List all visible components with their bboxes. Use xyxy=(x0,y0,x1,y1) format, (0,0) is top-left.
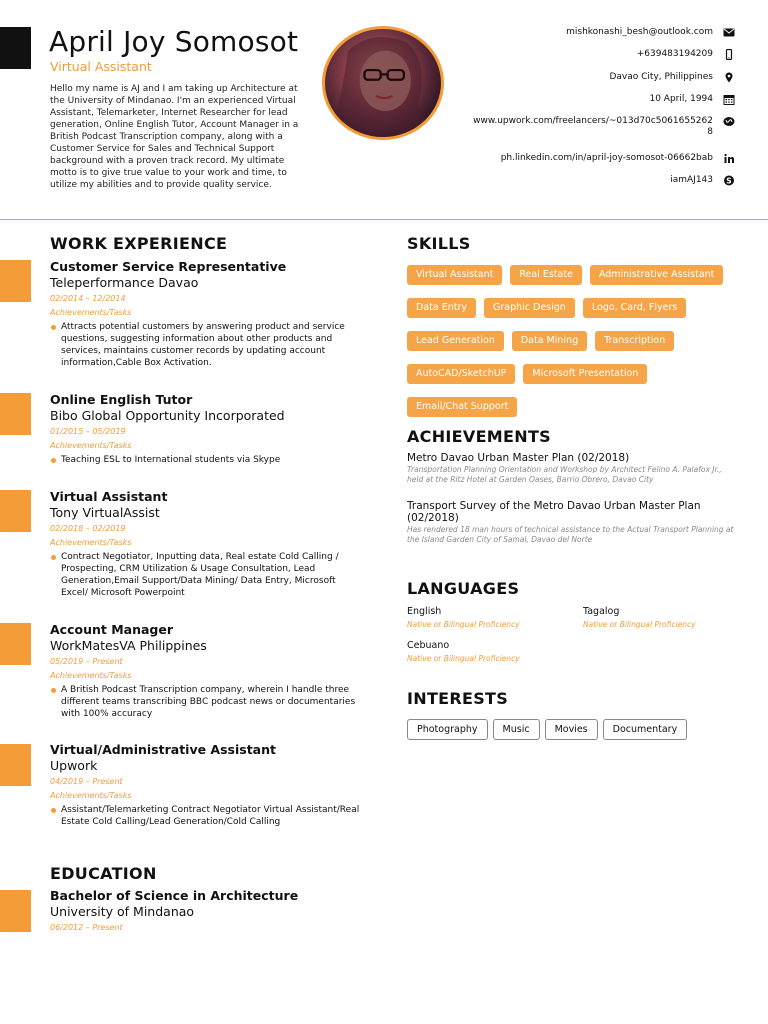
skill-tag: Transcription xyxy=(595,331,674,351)
contact-birthdate xyxy=(436,94,736,116)
job-accent-bar xyxy=(0,744,31,786)
interests-heading: INTERESTS xyxy=(407,689,509,708)
profile-photo xyxy=(322,26,444,140)
skill-tag: AutoCAD/SketchUP xyxy=(407,364,515,384)
skill-tag: Graphic Design xyxy=(484,298,575,318)
language-entry xyxy=(407,640,577,664)
education-accent-bar xyxy=(0,890,31,932)
job-accent-bar xyxy=(0,393,31,435)
contact-location-text: Davao City, Philippines xyxy=(609,72,713,82)
language-name: Tagalog xyxy=(583,606,620,617)
achievement-title: Metro Davao Urban Master Plan (02/2018) xyxy=(407,452,630,464)
job-task-item: Contract Negotiator, Inputting data, Real estate Cold Calling / Prospecting, CRM Utilization & Usage Consultation, Lead Generation,Email Support/Data Mining/ Data Entry, Microsoft Excel/ Microsoft Powerpoint xyxy=(50,551,365,599)
job-tasks-label: Achievements/Tasks xyxy=(50,308,132,317)
education-degree: Bachelor of Science in Architecture xyxy=(50,888,299,903)
skill-tag: Logo, Card, Flyers xyxy=(583,298,687,318)
job-organization: WorkMatesVA Philippines xyxy=(50,638,207,653)
job-entry xyxy=(50,259,365,369)
contact-location xyxy=(436,72,736,94)
contact-phone-text[interactable]: +639483194209 xyxy=(636,49,713,59)
job-entry xyxy=(50,622,365,720)
contact-linkedin-text[interactable]: ph.linkedin.com/in/april-joy-somosot-06662bab xyxy=(500,153,713,163)
skill-tag: Virtual Assistant xyxy=(407,265,502,285)
language-name: Cebuano xyxy=(407,640,450,651)
achievement-entry xyxy=(407,452,737,484)
job-title: Customer Service Representative xyxy=(50,259,287,274)
education-school: University of Mindanao xyxy=(50,904,195,919)
skill-tag: Administrative Assistant xyxy=(590,265,723,285)
job-dates: 01/2015 – 05/2019 xyxy=(50,427,126,436)
contact-skype[interactable] xyxy=(436,175,736,189)
job-task-item: A British Podcast Transcription company, wherein I handle three different teams transcribing BBC podcast news or documentaries with 100% accuracy xyxy=(50,684,365,720)
language-entry xyxy=(407,606,577,630)
contact-linkedin[interactable] xyxy=(436,153,736,175)
language-level: Native or Bilingual Proficiency xyxy=(407,620,520,629)
portrait-image xyxy=(325,29,441,137)
contact-birthdate-text: 10 April, 1994 xyxy=(649,94,713,104)
interest-tag: Documentary xyxy=(603,719,688,740)
job-task-item: Teaching ESL to International students via Skype xyxy=(50,454,365,466)
skill-tag: Lead Generation xyxy=(407,331,504,351)
contact-phone[interactable] xyxy=(436,49,736,72)
linkedin-icon xyxy=(722,153,736,164)
job-organization: Tony VirtualAssist xyxy=(50,505,160,520)
achievement-description: Transportation Planning Orientation and Workshop by Architect Felino A. Palafox Jr., held at the Ritz Hotel at Garden Oases, Barrio Obrero, Davao City xyxy=(407,465,722,484)
job-tasks-label: Achievements/Tasks xyxy=(50,671,132,680)
contact-email[interactable] xyxy=(436,27,736,49)
job-title: Account Manager xyxy=(50,622,174,637)
header-accent-block xyxy=(0,27,31,69)
languages-heading: LANGUAGES xyxy=(407,579,520,598)
job-title: Virtual/Administrative Assistant xyxy=(50,742,276,757)
achievement-title: Transport Survey of the Metro Davao Urban Master Plan (02/2018) xyxy=(407,500,701,524)
job-title: Virtual Assistant xyxy=(50,489,168,504)
profile-summary: Hello my name is AJ and I am taking up Architecture at the University of Mindanao. I'm an experienced Virtual Assistant, Telemarketer, Internet Researcher for lead generation, Online English Tutor, Account Manager in a British Podcast Transcription company, along with a Customer Service for Sales and Technical Support background with a proven track record. My ultimate motto is to give true value to your work and time, to utilize my abilities and to provide quality service. xyxy=(50,84,299,190)
job-title: Online English Tutor xyxy=(50,392,193,407)
skills-list xyxy=(407,262,737,427)
job-dates: 02/2014 – 12/2014 xyxy=(50,294,126,303)
job-dates: 05/2019 – Present xyxy=(50,657,123,666)
job-accent-bar xyxy=(0,490,31,532)
phone-icon xyxy=(722,49,736,60)
language-name: English xyxy=(407,606,442,617)
job-organization: Teleperformance Davao xyxy=(50,275,199,290)
envelope-icon xyxy=(722,27,736,38)
interest-tag: Photography xyxy=(407,719,488,740)
skill-tag: Real Estate xyxy=(510,265,582,285)
skill-tag: Data Mining xyxy=(512,331,587,351)
education-entry xyxy=(50,888,365,934)
language-level: Native or Bilingual Proficiency xyxy=(583,620,696,629)
calendar-icon xyxy=(722,94,736,105)
job-tasks-label: Achievements/Tasks xyxy=(50,538,132,547)
job-entry xyxy=(50,392,365,466)
contact-upwork[interactable] xyxy=(436,116,736,153)
location-pin-icon xyxy=(722,72,736,83)
achievement-description: Has rendered 18 man hours of technical assistance to the Actual Transport Planning at the Island Garden City of Samal, Davao del Norte xyxy=(407,525,734,544)
job-accent-bar xyxy=(0,260,31,302)
header-divider xyxy=(0,219,768,220)
achievements-heading: ACHIEVEMENTS xyxy=(407,427,551,446)
job-accent-bar xyxy=(0,623,31,665)
job-entry xyxy=(50,489,365,599)
job-organization: Bibo Global Opportunity Incorporated xyxy=(50,408,285,423)
skype-icon xyxy=(722,175,736,186)
contact-skype-text[interactable]: iamAJ143 xyxy=(670,175,713,185)
job-dates: 02/2018 – 02/2019 xyxy=(50,524,126,533)
job-organization: Upwork xyxy=(50,758,98,773)
interest-tag: Music xyxy=(493,719,540,740)
language-entry xyxy=(583,606,753,630)
education-heading: EDUCATION xyxy=(50,864,157,883)
upwork-icon xyxy=(722,116,736,127)
candidate-role: Virtual Assistant xyxy=(50,59,152,74)
education-dates: 06/2012 – Present xyxy=(50,923,123,932)
contact-upwork-text[interactable]: www.upwork.com/freelancers/~013d70c50616552628 xyxy=(473,116,713,137)
job-entry xyxy=(50,742,365,828)
achievement-entry xyxy=(407,500,737,544)
work-experience-heading: WORK EXPERIENCE xyxy=(50,234,228,253)
job-task-item: Assistant/Telemarketing Contract Negotiator Virtual Assistant/Real Estate Cold Calling/Lead Generation/Cold Calling xyxy=(50,804,365,828)
job-tasks-label: Achievements/Tasks xyxy=(50,441,132,450)
svg-text:S: S xyxy=(726,176,732,186)
job-tasks-label: Achievements/Tasks xyxy=(50,791,132,800)
job-dates: 04/2019 – Present xyxy=(50,777,123,786)
job-task-item: Attracts potential customers by answering product and service questions, suggesting information about other products and services, maintains customer records by updating account information,Cable Box Activation. xyxy=(50,321,365,369)
skill-tag: Email/Chat Support xyxy=(407,397,517,417)
skill-tag: Data Entry xyxy=(407,298,476,318)
contact-email-text[interactable]: mishkonashi_besh@outlook.com xyxy=(566,27,713,37)
interests-list xyxy=(407,717,692,740)
language-level: Native or Bilingual Proficiency xyxy=(407,654,520,663)
candidate-name: April Joy Somosot xyxy=(49,25,299,58)
skills-heading: SKILLS xyxy=(407,234,471,253)
contact-list xyxy=(436,27,736,189)
skill-tag: Microsoft Presentation xyxy=(523,364,647,384)
interest-tag: Movies xyxy=(545,719,598,740)
